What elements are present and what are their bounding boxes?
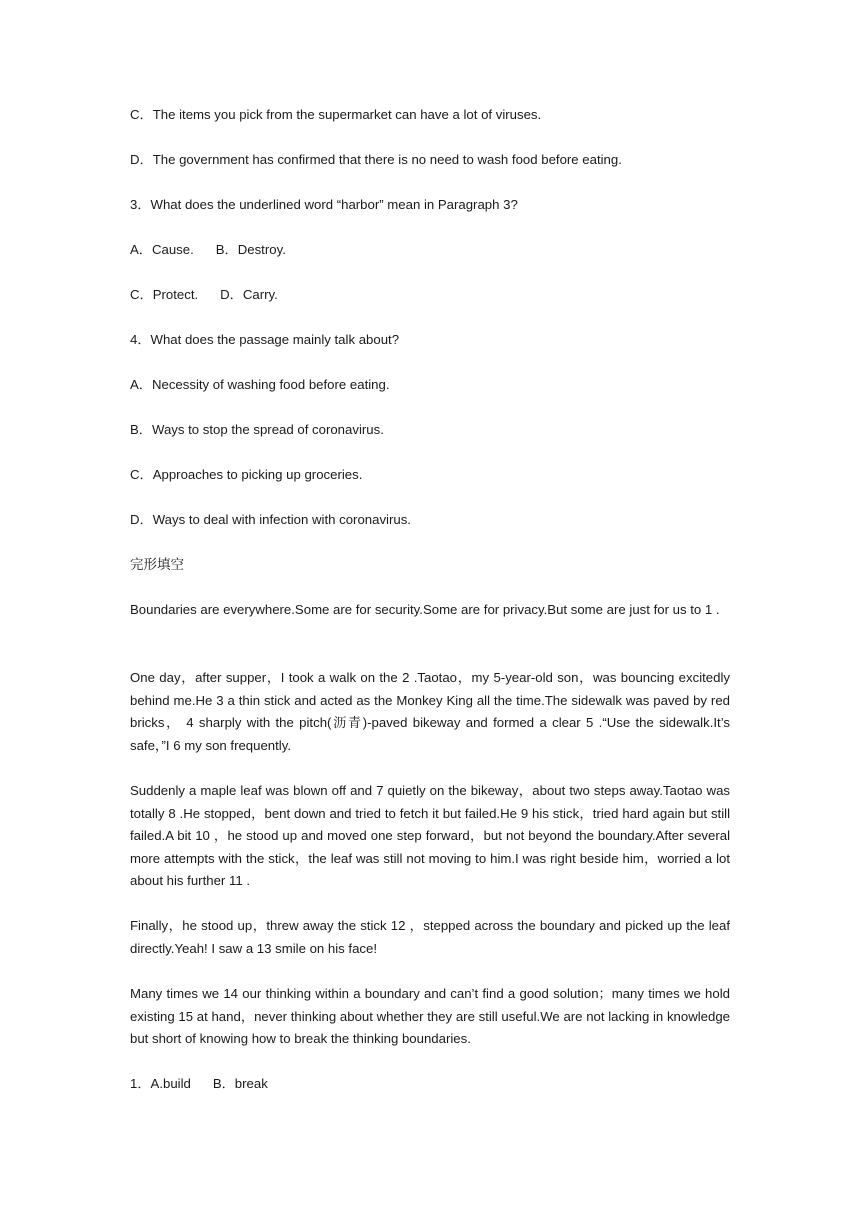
q2-option-d: D．The government has confirmed that there is no need to wash food before eating. (130, 152, 622, 167)
cloze-section-title: 完形填空 (130, 557, 184, 573)
cloze-paragraph-3: Suddenly a maple leaf was blown off and 7 quietly on the bikeway，about two steps away.Taotao was totally 8 .He stopped，bent down and tried to fetch it but failed.He 9 his stick，tried hard again but still failed.A bit 10 ，he stood up and moved one step forward，but not beyond the boundary.After several more attempts with the stick，the leaf was still not moving to him.I was right beside him，worried a lot about his further 11 . (130, 783, 730, 889)
cloze-q1-options: 1．A.build B．break (130, 1076, 268, 1091)
q3-options-cd: C．Protect. D．Carry. (130, 287, 278, 302)
q4-option-d: D．Ways to deal with infection with coronavirus. (130, 512, 411, 527)
cloze-paragraph-2: One day，after supper，I took a walk on the 2 .Taotao，my 5-year-old son，was bouncing excitedly behind me.He 3 a thin stick and acted as the Monkey King all the time.The sidewalk was paved by red bricks， 4 sharply with the pitch(沥青)-paved bikeway and formed a clear 5 .“Use the sidewalk.It’s safe，”I 6 my son frequently. (130, 670, 730, 753)
cloze-paragraph-4: Finally，he stood up，threw away the stick 12 ，stepped across the boundary and picked up the leaf directly.Yeah! I saw a 13 smile on his face! (130, 918, 730, 956)
q3-options-ab: A．Cause. B．Destroy. (130, 242, 286, 257)
q2-option-c: C．The items you pick from the supermarket can have a lot of viruses. (130, 107, 542, 122)
q4-option-b: B．Ways to stop the spread of coronavirus. (130, 422, 384, 437)
q4-option-c: C．Approaches to picking up groceries. (130, 467, 363, 482)
q4-option-a: A．Necessity of washing food before eating. (130, 377, 390, 392)
cloze-paragraph-1: Boundaries are everywhere.Some are for security.Some are for privacy.But some are just for us to 1 . (130, 602, 720, 617)
cloze-paragraph-5: Many times we 14 our thinking within a boundary and can’t find a good solution；many times we hold existing 15 at hand，never thinking about whether they are still useful.We are not lacking in knowledge but short of knowing how to break the thinking boundaries. (130, 986, 730, 1047)
q3-stem: 3．What does the underlined word “harbor” mean in Paragraph 3? (130, 197, 518, 212)
q4-stem: 4．What does the passage mainly talk about? (130, 332, 400, 347)
